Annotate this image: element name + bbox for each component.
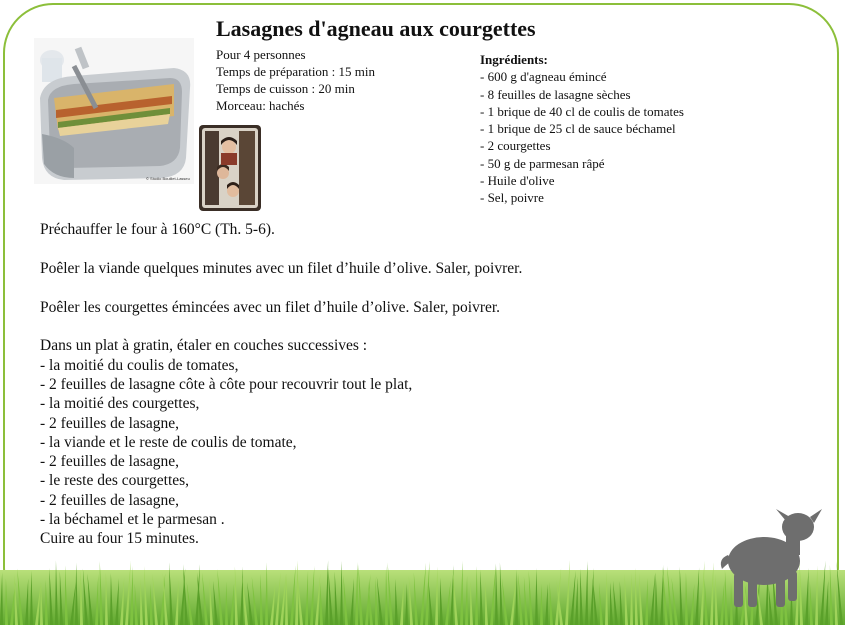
layer-item: - la viande et le reste de coulis de tomate, bbox=[40, 433, 297, 451]
ingredient-item: - 1 brique de 40 cl de coulis de tomates bbox=[480, 103, 684, 119]
ingredients-list bbox=[480, 51, 684, 207]
layer-item: - la moitié du coulis de tomates, bbox=[40, 356, 239, 374]
ingredient-item: - 2 courgettes bbox=[480, 138, 551, 154]
step-layers-intro: Dans un plat à gratin, étaler en couches successives : bbox=[40, 337, 368, 355]
recipe-info bbox=[216, 46, 375, 114]
ingredient-item: - 1 brique de 25 cl de sauce béchamel bbox=[480, 121, 676, 137]
family-thumbnail bbox=[199, 125, 261, 211]
step-preheat: Préchauffer le four à 160°C (Th. 5-6). bbox=[40, 221, 275, 238]
lasagna-photo bbox=[34, 38, 194, 184]
photo-credit: © Studio Bouillet-Lasseu bbox=[146, 176, 190, 181]
ingredient-item: - Sel, poivre bbox=[480, 190, 544, 206]
layer-item: - 2 feuilles de lasagne côte à côte pour recouvrir tout le plat, bbox=[40, 375, 413, 393]
meat-cut: Morceau: hachés bbox=[216, 98, 305, 113]
ingredient-item: - Huile d'olive bbox=[480, 173, 555, 189]
ingredient-item: - 50 g de parmesan râpé bbox=[480, 155, 605, 171]
step-bake: Cuire au four 15 minutes. bbox=[40, 530, 199, 548]
layer-item: - la moitié des courgettes, bbox=[40, 395, 200, 413]
layer-item: - 2 feuilles de lasagne, bbox=[40, 414, 180, 432]
cook-time: Temps de cuisson : 20 min bbox=[216, 81, 355, 96]
ingredient-item: - 600 g d'agneau émincé bbox=[480, 69, 607, 85]
layer-item: - 2 feuilles de lasagne, bbox=[40, 453, 180, 471]
layer-item: - le reste des courgettes, bbox=[40, 472, 190, 490]
prep-time: Temps de préparation : 15 min bbox=[216, 64, 376, 79]
servings: Pour 4 personnes bbox=[216, 47, 306, 62]
step-zucchini: Poêler les courgettes émincées avec un filet d’huile d’olive. Saler, poivrer. bbox=[40, 298, 501, 316]
recipe-title: Lasagnes d'agneau aux courgettes bbox=[216, 16, 536, 41]
ingredient-item: - 8 feuilles de lasagne sèches bbox=[480, 86, 631, 102]
layer-item: - la béchamel et le parmesan . bbox=[40, 511, 225, 529]
step-meat: Poêler la viande quelques minutes avec un filet d’huile d’olive. Saler, poivrer. bbox=[40, 259, 523, 277]
lamb-silhouette bbox=[712, 503, 824, 609]
layer-item: - 2 feuilles de lasagne, bbox=[40, 491, 180, 509]
recipe-steps bbox=[40, 220, 522, 549]
ingredients-heading: Ingrédients: bbox=[480, 52, 548, 67]
